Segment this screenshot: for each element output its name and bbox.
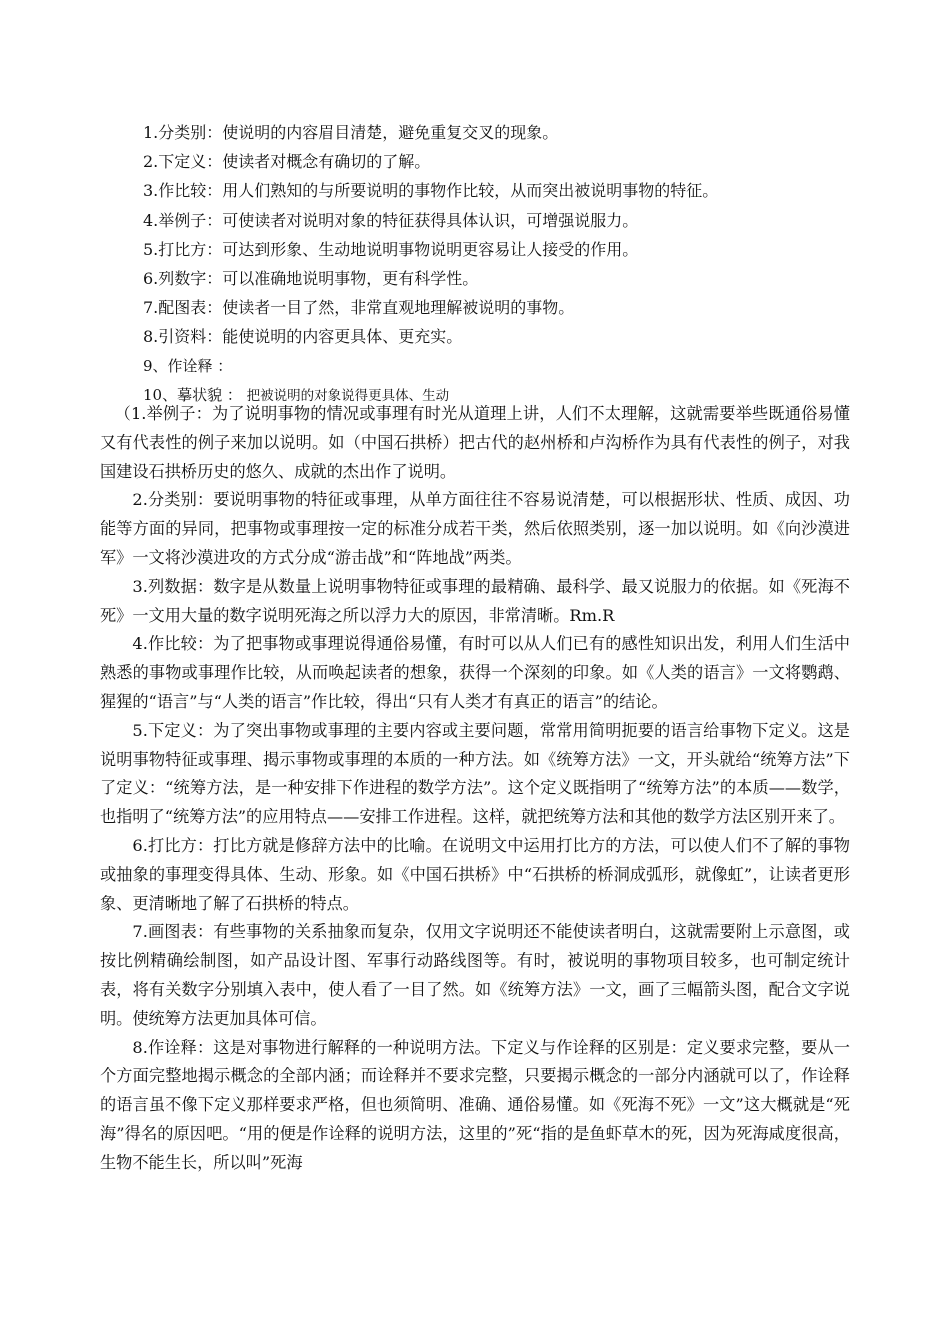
list-item: 3.作比较：用人们熟知的与所要说明的事物作比较，从而突出被说明事物的特征。 [143, 181, 719, 201]
paragraph: 4.作比较：为了把事物或事理说得通俗易懂，有时可以从人们已有的感性知识出发，利用人们生活中熟悉的事物或事理作比较，从而唤起读者的想象，获得一个深刻的印象。如《人类的语言》一文将鹦鹉、猩猩的“语言”与“人类的语言”作比较，得出“只有人类才有真正的语言”的结论。 [100, 634, 850, 711]
list-item: 8.引资料：能使说明的内容更具体、更充实。 [143, 327, 463, 347]
list-item: 9、作诠释 ： [143, 356, 233, 375]
list-item: 1.分类别：使说明的内容眉目清楚，避免重复交叉的现象。 [143, 123, 559, 142]
method-summary-list [143, 118, 863, 410]
paragraph: 7.画图表：有些事物的关系抽象而复杂，仅用文字说明还不能使读者明白，这就需要附上示意图，或按比例精确绘制图，如产品设计图、军事行动路线图等。有时，被说明的事物项目较多，也可制定统计表，将有关数字分别填入表中，使人看了一目了然。如《统筹方法》一文，画了三幅箭头图，配合文字说明。使统筹方法更加具体可信。 [100, 922, 850, 1028]
method-detail-body [100, 400, 850, 1178]
paragraph: （1.举例子：为了说明事物的情况或事理有时光从道理上讲，人们不太理解，这就需要举些既通俗易懂又有代表性的例子来加以说明。如（中国石拱桥）把古代的赵州桥和卢沟桥作为具有代表性的例子，对我国建设石拱桥历史的悠久、成就的杰出作了说明。 [100, 404, 850, 481]
list-item-head: 10、摹状貌 ： [143, 385, 242, 404]
list-item: 2.下定义：使读者对概念有确切的了解。 [143, 152, 431, 172]
list-item: 5.打比方：可达到形象、生动地说明事物说明更容易让人接受的作用。 [143, 239, 639, 259]
list-item: 4.举例子：可使读者对说明对象的特征获得具体认识，可增强说服力。 [143, 210, 639, 230]
list-item: 7.配图表：使读者一目了然，非常直观地理解被说明的事物。 [143, 298, 575, 318]
paragraph: 3.列数据：数字是从数量上说明事物特征或事理的最精确、最科学、最又说服力的依据。如《死海不死》一文用大量的数字说明死海之所以浮力大的原因，非常清晰。Rm.R [100, 576, 850, 625]
paragraph: 8.作诠释：这是对事物进行解释的一种说明方法。下定义与作诠释的区别是：定义要求完整，要从一个方面完整地揭示概念的全部内涵；而诠释并不要求完整，只要揭示概念的一部分内涵就可以了，作诠释的语言虽不像下定义那样要求严格，但也须简明、准确、通俗易懂。如《死海不死》一文”这大概就是“死海”得名的原因吧。“用的便是作诠释的说明方法，这里的”死“指的是鱼虾草木的死，因为死海咸度很高，生物不能生长，所以叫”死海 [100, 1037, 850, 1172]
paragraph: 2.分类别：要说明事物的特征或事理，从单方面往往不容易说清楚，可以根据形状、性质、成因、功能等方面的异同，把事物或事理按一定的标准分成若干类，然后依照类别，逐一加以说明。如《向沙漠进军》一文将沙漠进攻的方式分成“游击战”和“阵地战”两类。 [100, 490, 850, 567]
list-item-tail: 把被说明的对象说得更具体、生动 [246, 387, 450, 404]
paragraph: 6.打比方：打比方就是修辞方法中的比喻。在说明文中运用打比方的方法，可以使人们不了解的事物或抽象的事理变得具体、生动、形象。如《中国石拱桥》中“石拱桥的桥洞成弧形，就像虹”，让读者更形象、更清晰地了解了石拱桥的特点。 [100, 835, 850, 913]
list-item: 6.列数字：可以准确地说明事物，更有科学性。 [143, 268, 479, 288]
paragraph: 5.下定义：为了突出事物或事理的主要内容或主要问题，常常用简明扼要的语言给事物下定义。这是说明事物特征或事理、揭示事物或事理的本质的一种方法。如《统筹方法》一文，开头就给“统筹方法”下了定义：“统筹方法，是一种安排下作进程的数学方法”。这个定义既指明了“统筹方法”的本质——数学，也指明了“统筹方法”的应用特点——安排工作进程。这样，就把统筹方法和其他的数学方法区别开来了。 [100, 720, 850, 827]
